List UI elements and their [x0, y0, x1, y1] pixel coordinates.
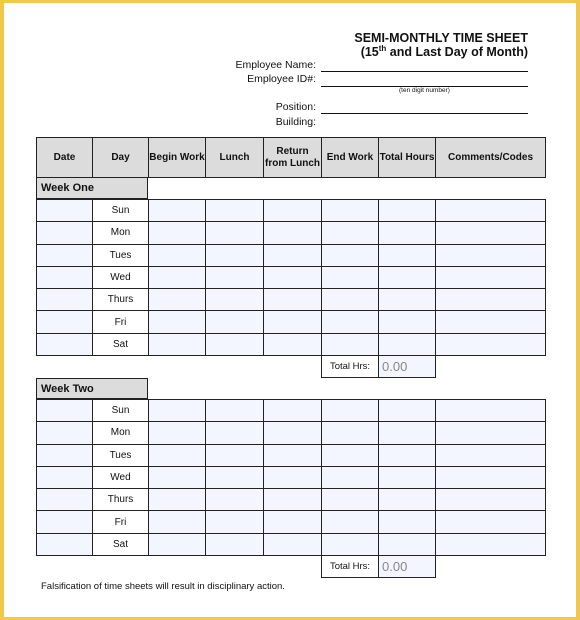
column-end-work: End Work [322, 138, 379, 178]
total-hours-cell[interactable] [379, 200, 436, 222]
end-work-cell[interactable] [322, 244, 379, 266]
comments-cell[interactable] [436, 400, 546, 422]
table-row [37, 200, 546, 222]
day-cell: Wed [93, 266, 149, 288]
date-cell[interactable] [37, 244, 93, 266]
return-from-lunch-cell[interactable] [264, 422, 322, 444]
employee-id-label: Employee ID#: [247, 73, 316, 85]
comments-cell[interactable] [436, 244, 546, 266]
date-cell[interactable] [37, 289, 93, 311]
end-work-cell[interactable] [322, 333, 379, 355]
lunch-cell[interactable] [206, 422, 264, 444]
employee-name-field[interactable] [321, 71, 528, 72]
total-hours-cell[interactable] [379, 333, 436, 355]
subtitle-superscript: th [378, 43, 387, 53]
lunch-cell[interactable] [206, 266, 264, 288]
end-work-cell[interactable] [322, 289, 379, 311]
begin-work-cell[interactable] [149, 244, 206, 266]
subtitle-suffix: and Last Day of Month) [386, 45, 528, 59]
sheet-title: SEMI-MONTHLY TIME SHEET [354, 31, 528, 45]
day-cell: Thurs [93, 489, 149, 511]
begin-work-cell[interactable] [149, 200, 206, 222]
end-work-cell[interactable] [322, 444, 379, 466]
date-cell[interactable] [37, 266, 93, 288]
begin-work-cell[interactable] [149, 222, 206, 244]
total-hours-cell[interactable] [379, 400, 436, 422]
begin-work-cell[interactable] [149, 489, 206, 511]
lunch-cell[interactable] [206, 222, 264, 244]
total-hours-cell[interactable] [379, 511, 436, 533]
end-work-cell[interactable] [322, 311, 379, 333]
return-from-lunch-cell[interactable] [264, 244, 322, 266]
lunch-cell[interactable] [206, 289, 264, 311]
total-hours-cell[interactable] [379, 244, 436, 266]
building-label: Building: [275, 116, 316, 128]
end-work-cell[interactable] [322, 511, 379, 533]
day-cell: Fri [93, 511, 149, 533]
comments-cell[interactable] [436, 311, 546, 333]
table-row [37, 244, 546, 266]
total-hours-cell[interactable] [379, 466, 436, 488]
lunch-cell[interactable] [206, 444, 264, 466]
date-cell[interactable] [37, 222, 93, 244]
end-work-cell[interactable] [322, 466, 379, 488]
comments-cell[interactable] [436, 333, 546, 355]
end-work-cell[interactable] [322, 222, 379, 244]
day-cell: Mon [93, 222, 149, 244]
return-from-lunch-cell[interactable] [264, 266, 322, 288]
return-from-lunch-cell[interactable] [264, 200, 322, 222]
comments-cell[interactable] [436, 422, 546, 444]
date-cell[interactable] [37, 511, 93, 533]
total-hours-cell[interactable] [379, 533, 436, 555]
date-cell[interactable] [37, 400, 93, 422]
return-from-lunch-cell[interactable] [264, 311, 322, 333]
begin-work-cell[interactable] [149, 333, 206, 355]
total-hours-cell[interactable] [379, 489, 436, 511]
position-label: Position: [275, 101, 316, 113]
day-cell: Tues [93, 444, 149, 466]
column-begin-work: Begin Work [149, 138, 206, 178]
week-two-total-field[interactable]: 0.00 [378, 556, 436, 578]
lunch-cell[interactable] [206, 200, 264, 222]
week-one-table [36, 199, 546, 356]
begin-work-cell[interactable] [149, 422, 206, 444]
return-from-lunch-cell[interactable] [264, 533, 322, 555]
return-from-lunch-cell[interactable] [264, 466, 322, 488]
subtitle-prefix: (15 [360, 45, 379, 59]
begin-work-cell[interactable] [149, 466, 206, 488]
begin-work-cell[interactable] [149, 311, 206, 333]
week-two-table [36, 399, 546, 556]
date-cell[interactable] [37, 200, 93, 222]
total-hours-cell[interactable] [379, 311, 436, 333]
week-two-total-label: Total Hrs: [321, 556, 379, 578]
table-row [37, 222, 546, 244]
table-row [37, 533, 546, 555]
table-row [37, 400, 546, 422]
date-cell[interactable] [37, 333, 93, 355]
column-return-from-lunch: Return from Lunch [264, 138, 322, 178]
begin-work-cell[interactable] [149, 400, 206, 422]
return-from-lunch-cell[interactable] [264, 444, 322, 466]
column-total-hours: Total Hours [379, 138, 436, 178]
day-cell: Thurs [93, 289, 149, 311]
total-hours-cell[interactable] [379, 222, 436, 244]
falsification-warning: Falsification of time sheets will result in disciplinary action. [41, 581, 285, 592]
comments-cell[interactable] [436, 222, 546, 244]
comments-cell[interactable] [436, 511, 546, 533]
begin-work-cell[interactable] [149, 444, 206, 466]
employee-name-label: Employee Name: [235, 59, 316, 71]
return-from-lunch-cell[interactable] [264, 222, 322, 244]
comments-cell[interactable] [436, 444, 546, 466]
position-field[interactable] [321, 113, 528, 114]
return-from-lunch-cell[interactable] [264, 289, 322, 311]
table-row [37, 444, 546, 466]
table-row [37, 289, 546, 311]
lunch-cell[interactable] [206, 489, 264, 511]
day-cell: Sat [93, 533, 149, 555]
comments-cell[interactable] [436, 266, 546, 288]
begin-work-cell[interactable] [149, 266, 206, 288]
table-row [37, 466, 546, 488]
begin-work-cell[interactable] [149, 533, 206, 555]
lunch-cell[interactable] [206, 533, 264, 555]
end-work-cell[interactable] [322, 422, 379, 444]
week-one-label: Week One [36, 178, 148, 199]
end-work-cell[interactable] [322, 533, 379, 555]
table-row [37, 311, 546, 333]
total-hours-cell[interactable] [379, 422, 436, 444]
column-header-row [36, 137, 546, 178]
comments-cell[interactable] [436, 533, 546, 555]
begin-work-cell[interactable] [149, 511, 206, 533]
comments-cell[interactable] [436, 289, 546, 311]
lunch-cell[interactable] [206, 333, 264, 355]
end-work-cell[interactable] [322, 400, 379, 422]
lunch-cell[interactable] [206, 466, 264, 488]
end-work-cell[interactable] [322, 200, 379, 222]
day-cell: Wed [93, 466, 149, 488]
lunch-cell[interactable] [206, 311, 264, 333]
total-hours-cell[interactable] [379, 289, 436, 311]
date-cell[interactable] [37, 311, 93, 333]
column-lunch: Lunch [206, 138, 264, 178]
table-row [37, 511, 546, 533]
date-cell[interactable] [37, 444, 93, 466]
end-work-cell[interactable] [322, 489, 379, 511]
total-hours-cell[interactable] [379, 444, 436, 466]
sheet-subtitle [0, 45, 528, 60]
table-row [37, 489, 546, 511]
date-cell[interactable] [37, 533, 93, 555]
column-comments-codes: Comments/Codes [436, 138, 546, 178]
total-hours-cell[interactable] [379, 266, 436, 288]
table-row [37, 333, 546, 355]
employee-id-note: (ten digit number) [399, 87, 450, 94]
return-from-lunch-cell[interactable] [264, 400, 322, 422]
comments-cell[interactable] [436, 466, 546, 488]
comments-cell[interactable] [436, 200, 546, 222]
return-from-lunch-cell[interactable] [264, 489, 322, 511]
week-one-total-field[interactable]: 0.00 [378, 356, 436, 378]
day-cell: Sat [93, 333, 149, 355]
day-cell: Mon [93, 422, 149, 444]
week-two-label: Week Two [36, 378, 148, 399]
column-day: Day [93, 138, 149, 178]
return-from-lunch-cell[interactable] [264, 511, 322, 533]
lunch-cell[interactable] [206, 400, 264, 422]
lunch-cell[interactable] [206, 511, 264, 533]
lunch-cell[interactable] [206, 244, 264, 266]
begin-work-cell[interactable] [149, 289, 206, 311]
week-one-total-label: Total Hrs: [321, 356, 379, 378]
column-date: Date [37, 138, 93, 178]
day-cell: Tues [93, 244, 149, 266]
day-cell: Fri [93, 311, 149, 333]
table-row [37, 422, 546, 444]
return-from-lunch-cell[interactable] [264, 333, 322, 355]
day-cell: Sun [93, 400, 149, 422]
date-cell[interactable] [37, 489, 93, 511]
date-cell[interactable] [37, 466, 93, 488]
day-cell: Sun [93, 200, 149, 222]
date-cell[interactable] [37, 422, 93, 444]
comments-cell[interactable] [436, 489, 546, 511]
end-work-cell[interactable] [322, 266, 379, 288]
table-row [37, 266, 546, 288]
